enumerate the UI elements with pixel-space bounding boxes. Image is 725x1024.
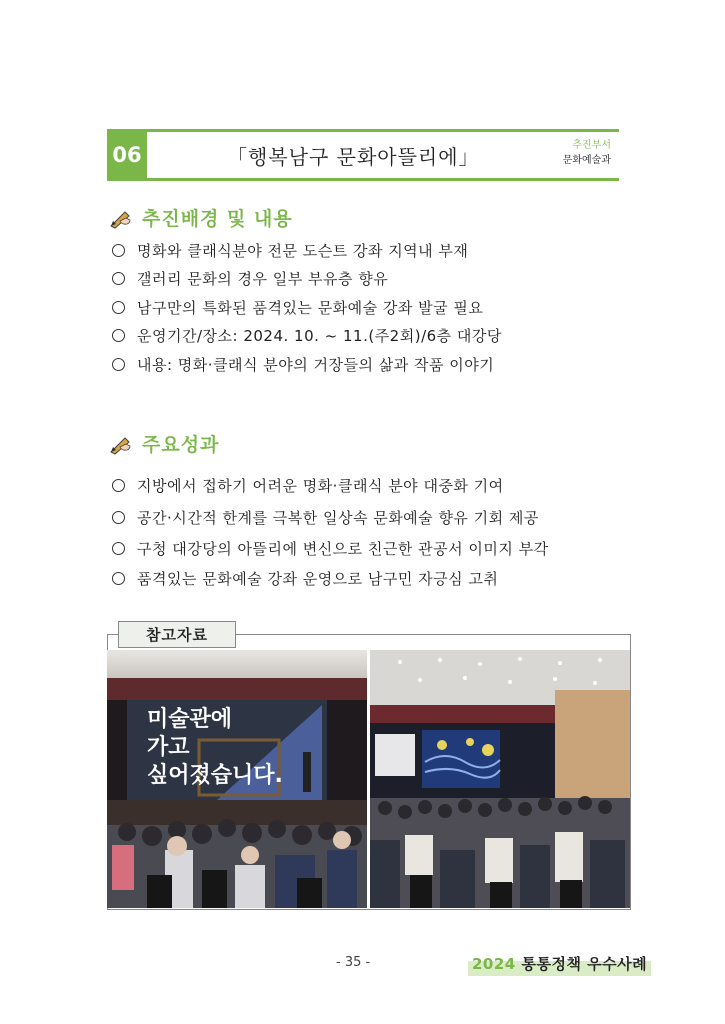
list-item: 공간·시간적 한계를 극복한 일상속 문화예술 향유 기회 제공 (112, 502, 612, 533)
screen-text-line: 미술관에 (147, 707, 233, 732)
circle-bullet-icon (112, 272, 125, 285)
list-item: 남구만의 특화된 품격있는 문화예술 강좌 발굴 필요 (112, 293, 612, 322)
section-title: 「행복남구 문화아뜰리에」 (227, 144, 480, 169)
reference-tab: 참고자료 (118, 621, 236, 648)
list-item: 지방에서 접하기 어려운 명화·클래식 분야 대중화 기여 (112, 468, 612, 502)
department-label: 추진부서 (572, 140, 611, 151)
screen-text (147, 706, 283, 790)
results-list (112, 468, 612, 592)
footer-year: 2024 (472, 955, 516, 973)
department-info (563, 138, 611, 168)
list-item: 구청 대강당의 아뜰리에 변신으로 친근한 관공서 이미지 부각 (112, 533, 612, 564)
section-header (107, 129, 619, 181)
list-item: 운영기간/장소: 2024. 10. ~ 11.(주2회)/6층 대강당 (112, 322, 612, 351)
page-number: - 35 - (336, 955, 371, 970)
results-heading (108, 430, 219, 457)
screen-text-line: 싶어졌습니다. (147, 763, 283, 788)
pencil-hand-icon (108, 207, 132, 229)
results-heading-text: 주요성과 (142, 434, 220, 456)
background-heading (108, 204, 293, 231)
circle-bullet-icon (112, 511, 125, 524)
circle-bullet-icon (112, 572, 125, 585)
list-item: 품격있는 문화예술 강좌 운영으로 남구민 자긍심 고취 (112, 564, 612, 592)
lecture-photo-2 (370, 650, 630, 908)
footer-brand-text: 통통정책 우수사례 (521, 955, 648, 973)
list-item: 명화와 클래식분야 전문 도슨트 강좌 지역내 부재 (112, 236, 612, 265)
circle-bullet-icon (112, 358, 125, 371)
section-number: 06 (107, 132, 147, 178)
list-item: 갤러리 문화의 경우 일부 부유층 향유 (112, 265, 612, 294)
screen-text-line: 가고 (147, 735, 190, 760)
background-list (112, 236, 612, 379)
circle-bullet-icon (112, 542, 125, 555)
lecture-photo-2-image (370, 650, 630, 908)
list-item: 내용: 명화·클래식 분야의 거장들의 삶과 작품 이야기 (112, 350, 612, 379)
circle-bullet-icon (112, 329, 125, 342)
department-value: 문화예술과 (562, 155, 611, 166)
circle-bullet-icon (112, 479, 125, 492)
circle-bullet-icon (112, 301, 125, 314)
pencil-hand-icon (108, 433, 132, 455)
circle-bullet-icon (112, 244, 125, 257)
lecture-photo-1 (107, 650, 367, 908)
background-heading-text: 추진배경 및 내용 (142, 208, 293, 230)
footer-brand (468, 951, 651, 976)
